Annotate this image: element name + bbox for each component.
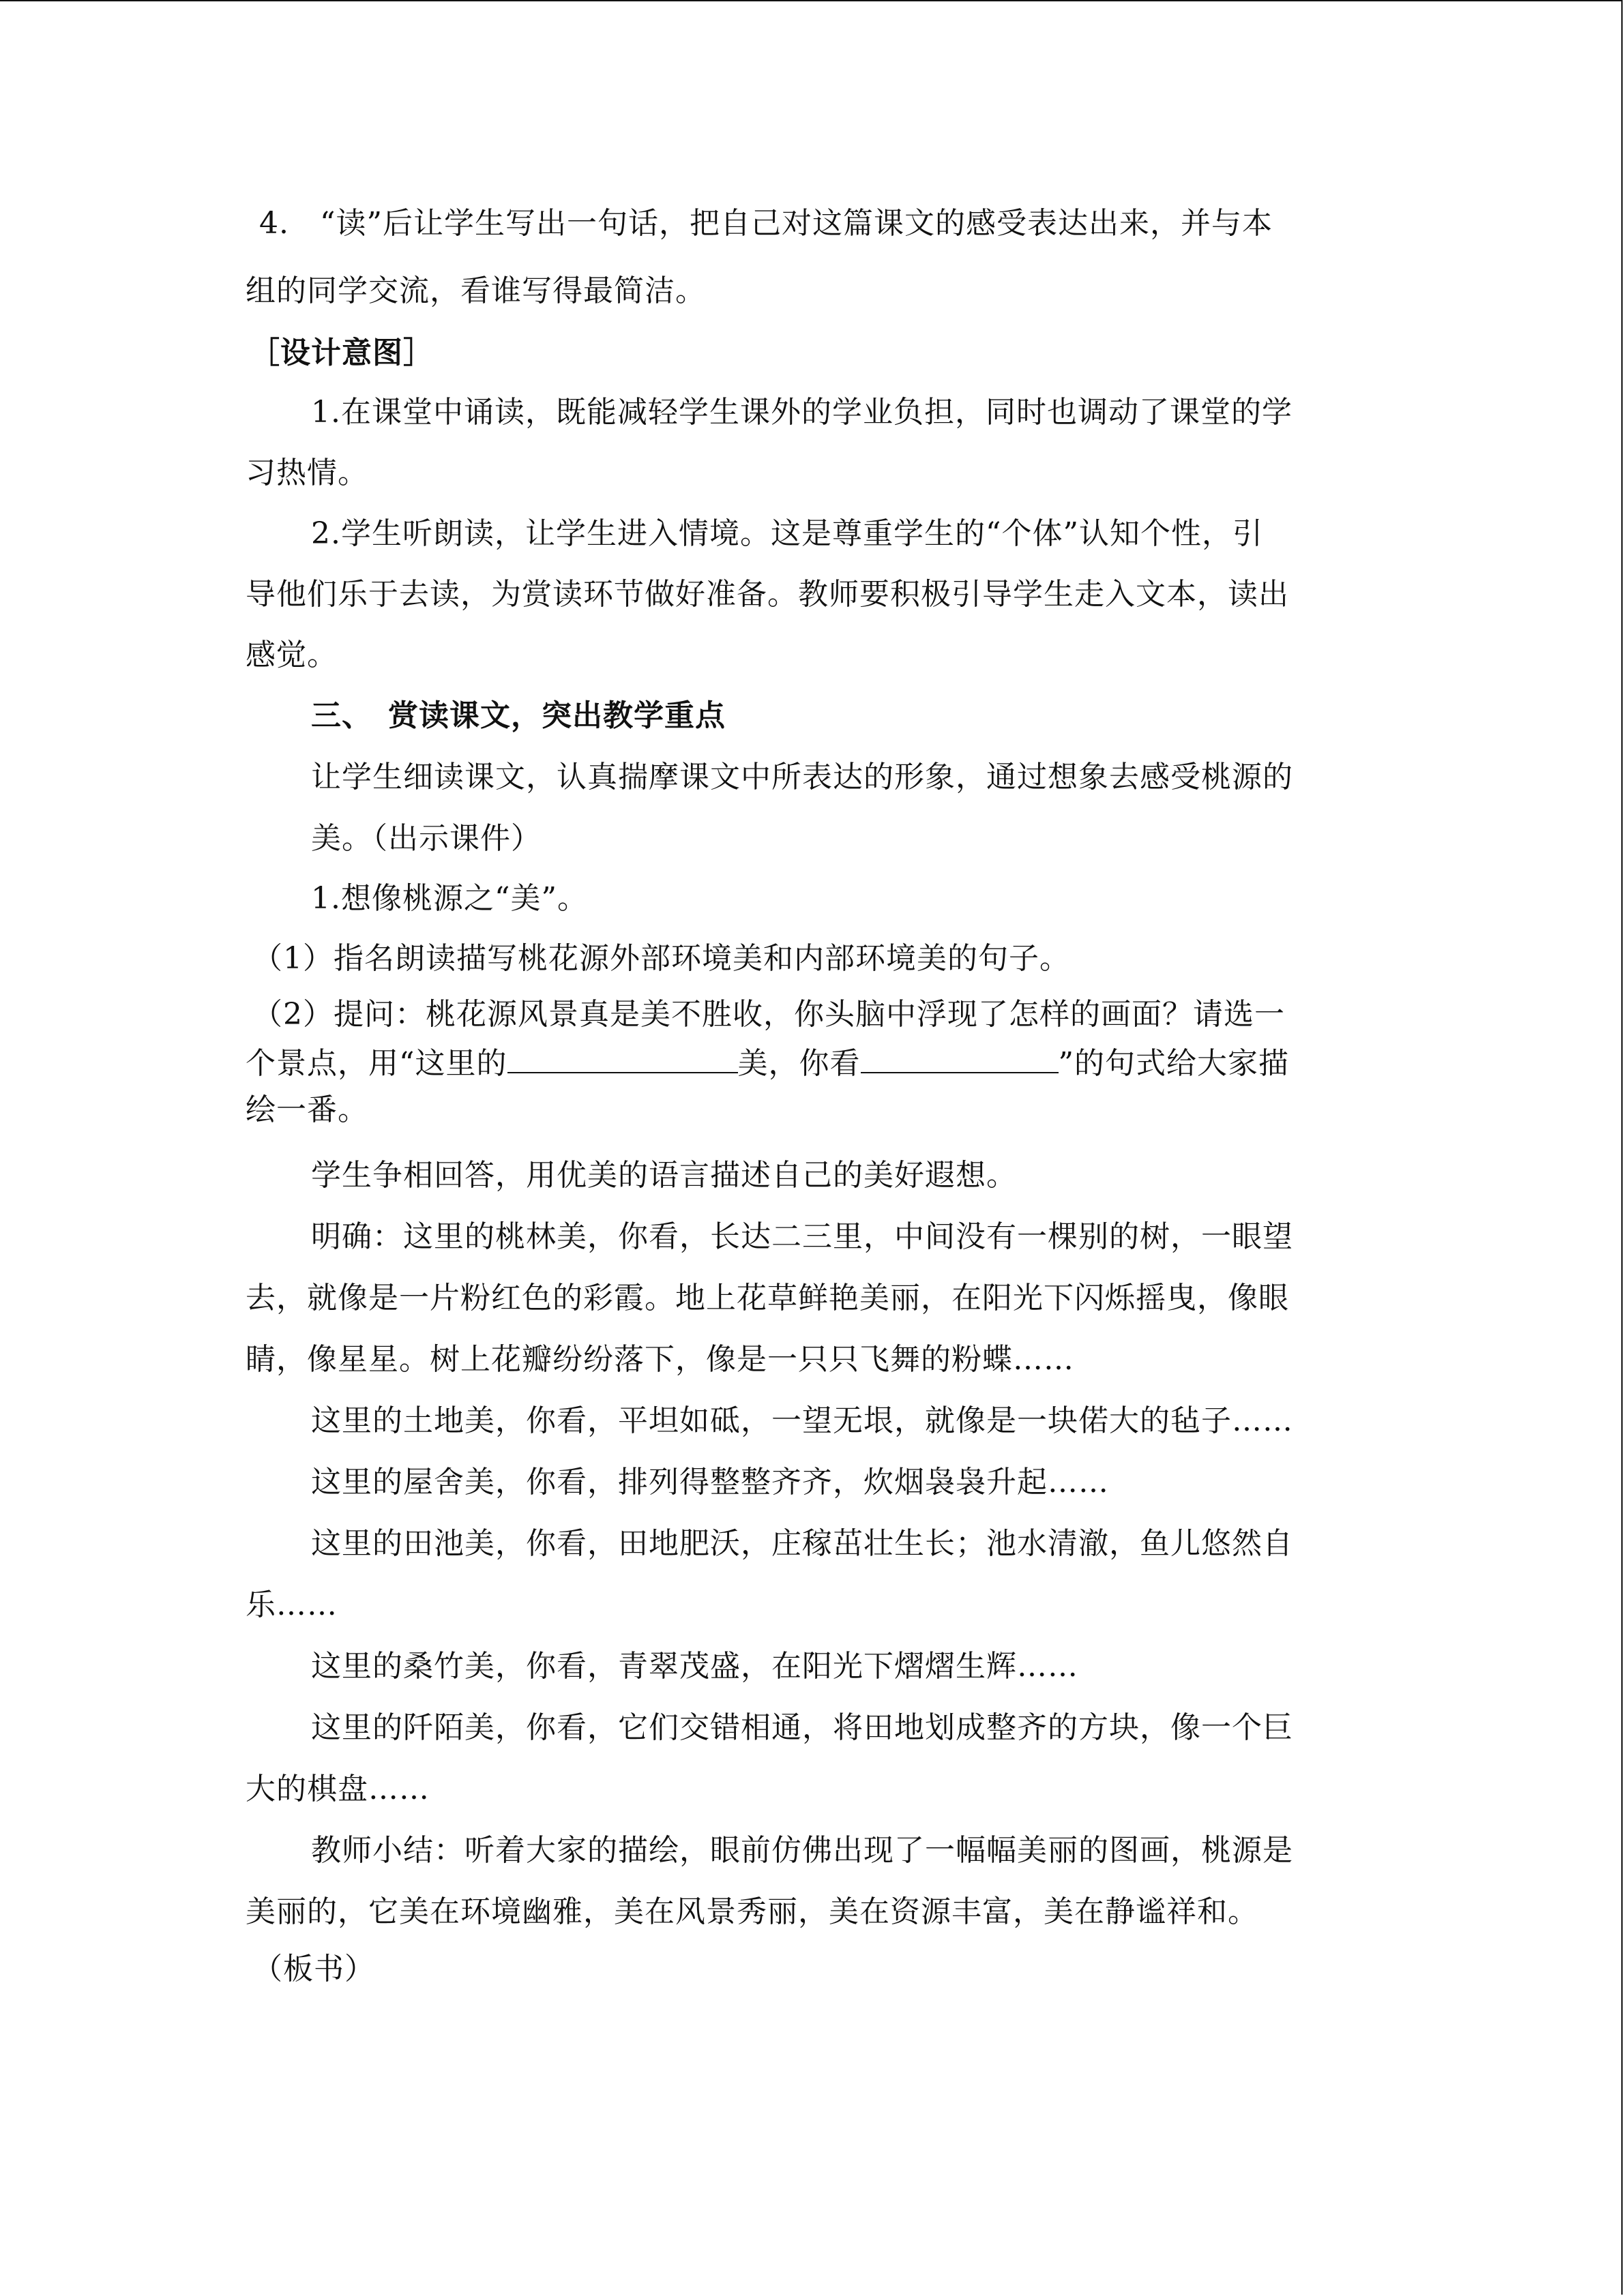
item4-line1: 4. “读”后让学生写出一句话，把自己对这篇课文的感受表达出来，并与本 — [259, 206, 1273, 241]
fill-in-blank-1 — [507, 1042, 738, 1073]
summary-line2: 美丽的，它美在环境幽雅，美在风景秀丽，美在资源丰富，美在静谧祥和。 — [246, 1894, 1258, 1929]
question-2-text-c: ”的句式给大家描 — [1058, 1046, 1289, 1081]
question-1: （1）指名朗读描写桃花源外部环境美和内部环境美的句子。 — [252, 941, 1070, 976]
summary-line1: 教师小结：听着大家的描绘，眼前仿佛出现了一幅幅美丽的图画，桃源是 — [311, 1833, 1293, 1868]
fields-line2: 乐…… — [246, 1587, 338, 1622]
paths-line1: 这里的阡陌美，你看，它们交错相通，将田地划成整齐的方块，像一个巨 — [311, 1710, 1293, 1745]
question-2-text-b: 美，你看 — [737, 1046, 861, 1081]
answer-intro: 学生争相回答，用优美的语言描述自己的美好遐想。 — [311, 1158, 1017, 1193]
intent2-line2: 导他们乐于去读，为赏读环节做好准备。教师要积极引导学生走入文本，读出 — [246, 577, 1289, 612]
intent2-line3: 感觉。 — [246, 638, 338, 672]
section3-heading: 三、 赏读课文，突出教学重点 — [311, 698, 726, 733]
section3-line1: 让学生细读课文，认真揣摩课文中所表达的形象，通过想象去感受桃源的 — [311, 760, 1293, 794]
clarify-line3: 睛，像星星。树上花瓣纷纷落下，像是一只只飞舞的粉蝶…… — [246, 1342, 1074, 1377]
land-description: 这里的土地美，你看，平坦如砥，一望无垠，就像是一块偌大的毡子…… — [311, 1403, 1293, 1438]
houses-description: 这里的屋舍美，你看，排列得整整齐齐，炊烟袅袅升起…… — [311, 1465, 1109, 1500]
paths-line2: 大的棋盘…… — [246, 1772, 430, 1806]
subsection-1: 1.想像桃源之“美”。 — [311, 881, 588, 916]
item4-line2: 组的同学交流，看谁写得最简洁。 — [246, 273, 706, 308]
clarify-line2: 去，就像是一片粉红色的彩霞。地上花草鲜艳美丽，在阳光下闪烁摇曳，像眼 — [246, 1281, 1289, 1315]
intent1-line2: 习热情。 — [246, 456, 368, 490]
summary-line3: （板书） — [252, 1952, 375, 1986]
section3-line2: 美。（出示课件） — [311, 821, 542, 856]
question-2-line3: 绘一番。 — [246, 1092, 368, 1127]
intent1-line1: 1.在课堂中诵读，既能减轻学生课外的学业负担，同时也调动了课堂的学 — [311, 395, 1293, 430]
bamboo-description: 这里的桑竹美，你看，青翠茂盛，在阳光下熠熠生辉…… — [311, 1649, 1078, 1684]
design-intent-heading: ［设计意图］ — [250, 336, 434, 370]
intent2-line1: 2.学生听朗读，让学生进入情境。这是尊重学生的“个体”认知个性，引 — [311, 516, 1263, 551]
question-2-line1: （2）提问：桃花源风景真是美不胜收，你头脑中浮现了怎样的画面？请选一 — [252, 997, 1285, 1032]
question-2-line2 — [246, 1042, 1289, 1083]
clarify-line1: 明确：这里的桃林美，你看，长达二三里，中间没有一棵别的树，一眼望 — [311, 1219, 1293, 1254]
fields-line1: 这里的田池美，你看，田地肥沃，庄稼茁壮生长；池水清澈，鱼儿悠然自 — [311, 1526, 1293, 1561]
question-2-text-a: 个景点，用“这里的 — [246, 1046, 507, 1081]
fill-in-blank-2 — [861, 1042, 1059, 1073]
